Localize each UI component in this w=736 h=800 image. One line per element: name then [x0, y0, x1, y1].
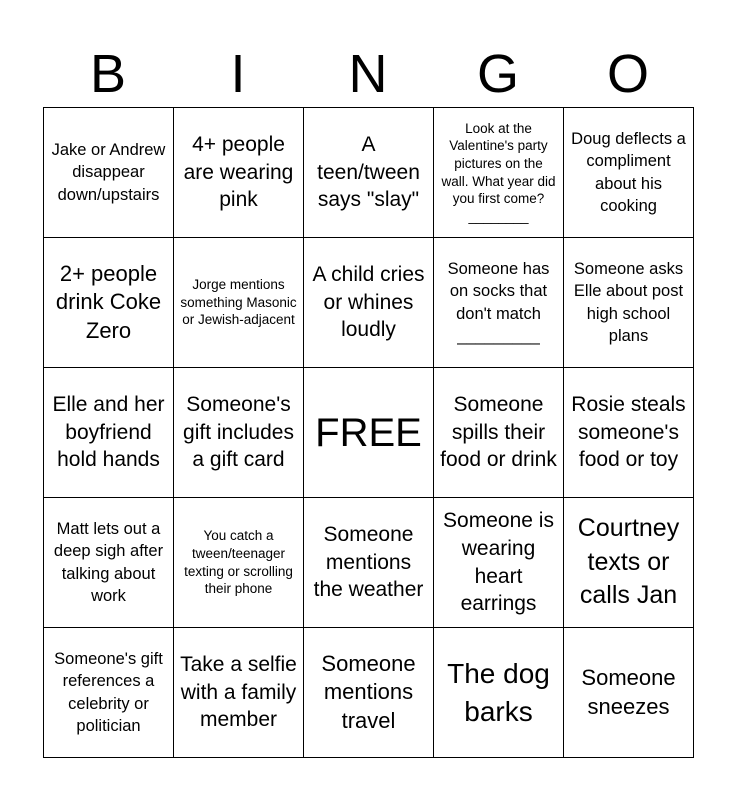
header-letter-g: G — [476, 44, 519, 104]
header-letter-i: I — [230, 44, 246, 104]
bingo-cell-r5c1: Someone's gift references a celebrity or politician — [44, 628, 174, 758]
bingo-cell-r2c3: A child cries or whines loudly — [304, 238, 434, 368]
free-space: FREE — [304, 368, 434, 498]
bingo-cell-r5c2: Take a selfie with a family member — [174, 628, 304, 758]
bingo-header — [43, 40, 693, 108]
header-letter-b: B — [89, 44, 127, 104]
bingo-cell-r3c2: Someone's gift includes a gift card — [174, 368, 304, 498]
bingo-cell-r1c4: Look at the Valentine's party pictures on the wall. What year did you first come? ________ — [434, 108, 564, 238]
bingo-cell-r1c1: Jake or Andrew disappear down/upstairs — [44, 108, 174, 238]
bingo-grid — [43, 107, 694, 758]
bingo-cell-r5c3: Someone mentions travel — [304, 628, 434, 758]
bingo-cell-r3c1: Elle and her boyfriend hold hands — [44, 368, 174, 498]
bingo-cell-r1c3: A teen/tween says "slay" — [304, 108, 434, 238]
bingo-cell-r5c5: Someone sneezes — [564, 628, 694, 758]
bingo-cell-r2c2: Jorge mentions something Masonic or Jewish-adjacent — [174, 238, 304, 368]
bingo-cell-r2c1: 2+ people drink Coke Zero — [44, 238, 174, 368]
bingo-cell-r2c5: Someone asks Elle about post high school plans — [564, 238, 694, 368]
bingo-cell-r4c3: Someone mentions the weather — [304, 498, 434, 628]
header-letter-n: N — [348, 44, 388, 104]
bingo-cell-r4c5: Courtney texts or calls Jan — [564, 498, 694, 628]
header-letter-o: O — [606, 44, 649, 104]
bingo-cell-r2c4: Someone has on socks that don't match _________ — [434, 238, 564, 368]
bingo-cell-r4c2: You catch a tween/teenager texting or scrolling their phone — [174, 498, 304, 628]
bingo-cell-r3c4: Someone spills their food or drink — [434, 368, 564, 498]
bingo-cell-r4c1: Matt lets out a deep sigh after talking about work — [44, 498, 174, 628]
bingo-cell-r3c5: Rosie steals someone's food or toy — [564, 368, 694, 498]
bingo-cell-r1c2: 4+ people are wearing pink — [174, 108, 304, 238]
bingo-cell-r4c4: Someone is wearing heart earrings — [434, 498, 564, 628]
bingo-cell-r1c5: Doug deflects a compliment about his cooking — [564, 108, 694, 238]
bingo-cell-r5c4: The dog barks — [434, 628, 564, 758]
